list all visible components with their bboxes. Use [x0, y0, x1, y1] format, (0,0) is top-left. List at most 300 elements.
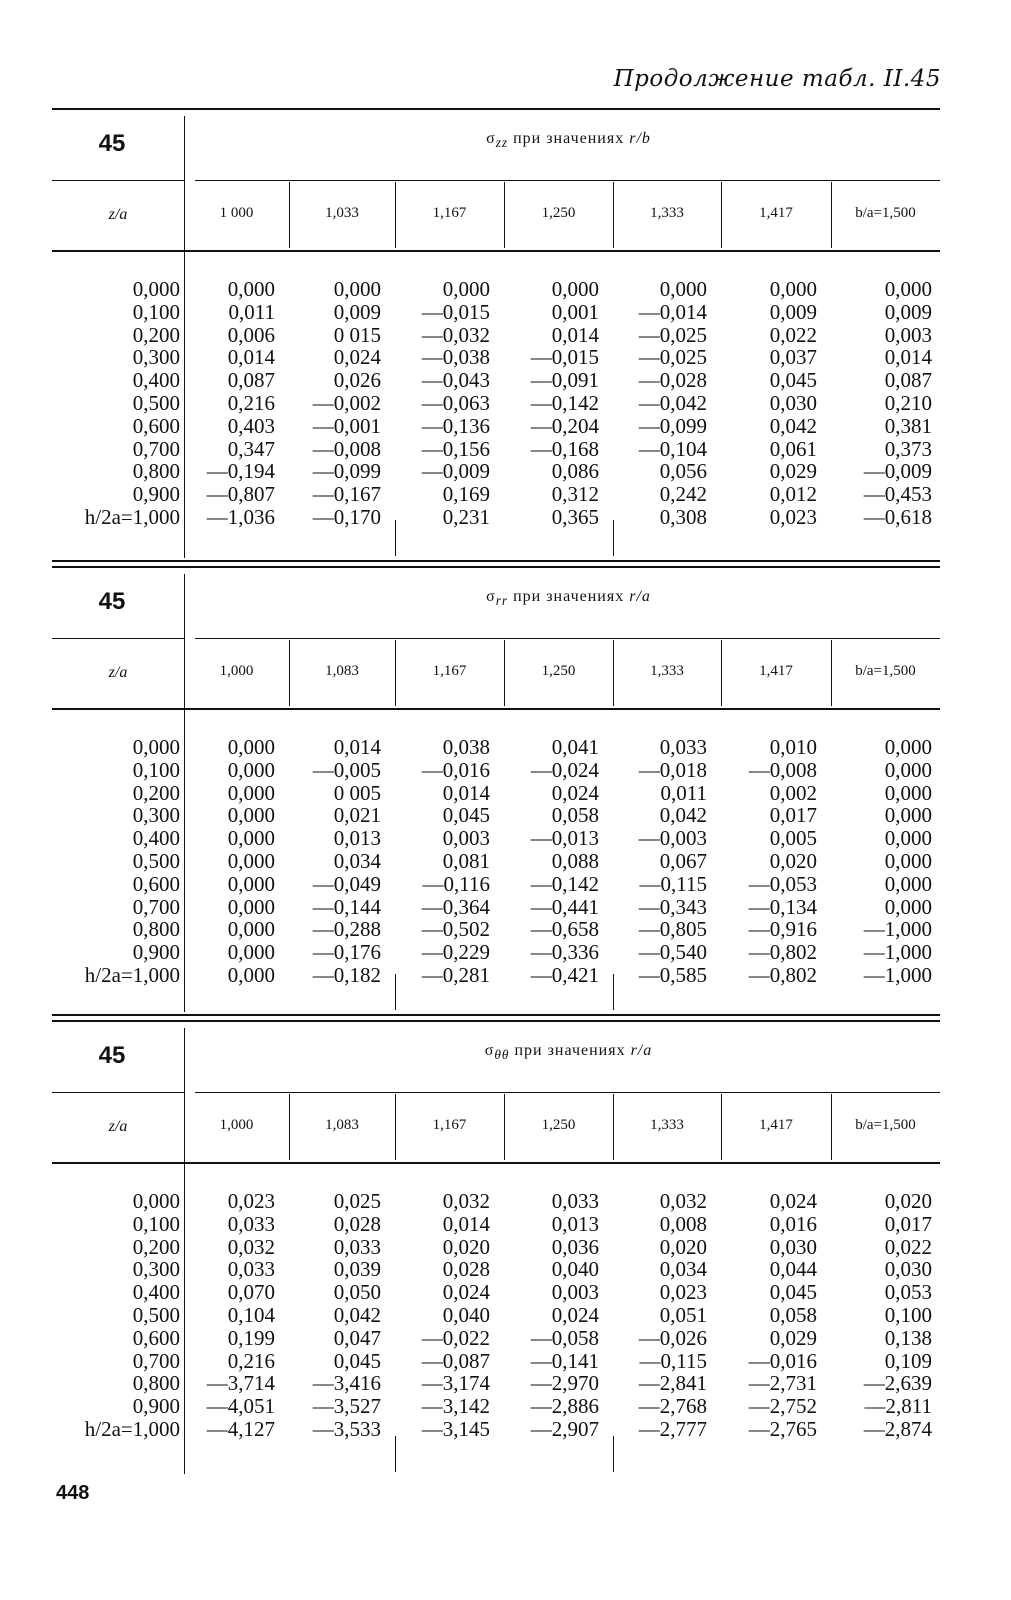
table-cell: —0,156 — [421, 436, 490, 461]
table-cell: 0,029 — [769, 459, 817, 484]
z-value: 0,800 — [132, 1371, 180, 1396]
table-cell: —0,182 — [312, 962, 381, 987]
table-cell: 0,005 — [769, 826, 817, 851]
table-title — [197, 130, 940, 151]
z-value: 0,400 — [132, 826, 180, 851]
table-cell: —2,811 — [864, 1394, 932, 1419]
table-cell: —0,025 — [638, 345, 707, 370]
table-cell: 0,000 — [227, 735, 275, 759]
table-title — [197, 588, 940, 609]
data-column — [721, 278, 817, 529]
table-cell: 0,024 — [551, 1302, 599, 1327]
data-column — [184, 1190, 275, 1441]
table-top-rule — [52, 108, 940, 110]
table-cell: 0,051 — [659, 1302, 707, 1327]
table-cell: —0,014 — [638, 299, 707, 324]
table-cell: 0,000 — [442, 277, 490, 301]
table-cell: 0,003 — [551, 1280, 599, 1305]
table-cell: 0,003 — [884, 322, 932, 347]
table-header-rule — [52, 250, 940, 252]
table-cell: 0,053 — [884, 1280, 932, 1305]
z-value: 0,700 — [132, 436, 180, 461]
title-variable: r/a — [629, 588, 651, 605]
table-cell: —3,145 — [421, 1416, 490, 1441]
table-cell: 0,087 — [227, 368, 275, 393]
table-cell: 0,070 — [227, 1280, 275, 1305]
table-cell: 0,017 — [884, 1211, 932, 1236]
table-cell: —1,036 — [206, 504, 275, 529]
table-cell: —0,453 — [863, 482, 932, 507]
table-cell: 0,014 — [884, 345, 932, 370]
table-cell: —0,015 — [421, 299, 490, 324]
table-cell: —0,043 — [421, 368, 490, 393]
table-cell: —0,008 — [748, 757, 817, 782]
table-cell: 0,045 — [769, 368, 817, 393]
table-cell: 0,045 — [769, 1280, 817, 1305]
table-cell: 0,009 — [884, 299, 932, 324]
stress-table — [52, 108, 940, 560]
table-cell: 0,014 — [442, 1211, 490, 1236]
table-cell: —3,416 — [312, 1371, 381, 1396]
z-value: 0,100 — [132, 757, 180, 782]
table-cell: 0,000 — [227, 757, 275, 782]
table-mid-rule-left — [52, 1092, 184, 1093]
title-variable: r/a — [630, 1042, 653, 1059]
table-cell: —0,028 — [638, 368, 707, 393]
table-cell: 0,037 — [769, 345, 817, 370]
table-cell: 0,000 — [227, 848, 275, 873]
table-cell: —0,176 — [312, 940, 381, 965]
table-cell: —0,441 — [530, 894, 599, 919]
table-cell: 0,000 — [659, 277, 707, 301]
title-symbol: σ — [486, 588, 496, 605]
table-cell: —0,134 — [748, 894, 817, 919]
title-symbol: σ — [486, 130, 496, 147]
table-cell: —4,051 — [206, 1394, 275, 1419]
table-mid-rule-right — [195, 180, 940, 181]
table-cell: —2,765 — [748, 1416, 817, 1441]
table-cell: —0,024 — [530, 757, 599, 782]
z-value: 0,200 — [132, 780, 180, 805]
data-column — [831, 736, 932, 987]
table-cell: 0,216 — [227, 1348, 275, 1373]
column-header: 1,417 — [759, 1117, 793, 1133]
data-column — [184, 736, 275, 987]
table-cell: —0,026 — [638, 1325, 707, 1350]
table-number: 45 — [98, 130, 126, 157]
table-cell: —0,025 — [638, 322, 707, 347]
table-cell: 0,033 — [333, 1234, 381, 1259]
data-column — [184, 278, 275, 529]
table-cell: 0,032 — [227, 1234, 275, 1259]
table-title — [197, 1042, 940, 1063]
table-cell: 0,028 — [333, 1211, 381, 1236]
table-cell: 0,216 — [227, 390, 275, 415]
table-cell: —2,841 — [638, 1371, 707, 1396]
table-cell: —0,142 — [530, 871, 599, 896]
z-value: 0,300 — [132, 1257, 180, 1282]
table-cell: 0,026 — [333, 368, 381, 393]
table-header-rule — [52, 1162, 940, 1164]
table-cell: 0,210 — [884, 390, 932, 415]
column-separator-body — [395, 1436, 396, 1472]
table-cell: 0,242 — [659, 482, 707, 507]
z-value: 0,600 — [132, 413, 180, 438]
table-cell: 0,036 — [551, 1234, 599, 1259]
table-cell: —0,141 — [530, 1348, 599, 1373]
table-cell: —0,087 — [421, 1348, 490, 1373]
table-cell: 0,024 — [333, 345, 381, 370]
table-cell: 0,061 — [769, 436, 817, 461]
table-cell: 0,056 — [659, 459, 707, 484]
table-cell: —0,802 — [748, 940, 817, 965]
table-cell: 0,050 — [333, 1280, 381, 1305]
table-cell: 0,199 — [227, 1325, 275, 1350]
table-cell: —0,013 — [530, 826, 599, 851]
z-value: 0,000 — [132, 735, 180, 759]
z-value: 0,600 — [132, 871, 180, 896]
z-value: 0,400 — [132, 368, 180, 393]
table-cell: 0,011 — [660, 780, 707, 805]
z-value: 0,900 — [132, 482, 180, 507]
table-cell: 0,365 — [551, 504, 599, 529]
table-cell: 0,011 — [228, 299, 275, 324]
z-value: 0,600 — [132, 1325, 180, 1350]
table-cell: 0 005 — [333, 780, 381, 805]
table-cell: —0,009 — [421, 459, 490, 484]
table-cell: 0,030 — [884, 1257, 932, 1282]
table-cell: —0,016 — [748, 1348, 817, 1373]
column-header: b/a=1,500 — [855, 205, 916, 221]
column-header: 1,250 — [541, 1117, 576, 1133]
table-cell: —0,343 — [638, 894, 707, 919]
z-value: 0,300 — [132, 345, 180, 370]
table-cell: 0,009 — [333, 299, 381, 324]
z-value: 0,300 — [132, 803, 180, 828]
table-cell: —0,136 — [421, 413, 490, 438]
title-text: при значениях — [508, 130, 630, 147]
z-value: 0,000 — [132, 277, 180, 301]
table-cell: —0,063 — [421, 390, 490, 415]
z-value: 0,100 — [132, 299, 180, 324]
table-cell: 0,020 — [659, 1234, 707, 1259]
table-cell: 0,100 — [884, 1302, 932, 1327]
table-cell: 0,014 — [333, 735, 381, 759]
table-cell: —0,364 — [421, 894, 490, 919]
table-cell: 0,014 — [442, 780, 490, 805]
table-mid-rule-right — [195, 1092, 940, 1093]
z-value: h/2a=1,000 — [84, 504, 180, 529]
z-value: 0,900 — [132, 940, 180, 965]
table-cell: 0,086 — [551, 459, 599, 484]
table-cell: —0,049 — [312, 871, 381, 896]
table-cell: 0,045 — [333, 1348, 381, 1373]
table-cell: —0,099 — [312, 459, 381, 484]
z-values-column — [52, 736, 180, 987]
table-cell: —0,288 — [312, 917, 381, 942]
data-column — [613, 1190, 707, 1441]
table-cell: —2,639 — [863, 1371, 932, 1396]
table-cell: 0,013 — [551, 1211, 599, 1236]
table-cell: 0,000 — [227, 940, 275, 965]
table-cell: 0,042 — [769, 413, 817, 438]
column-header: 1,417 — [759, 205, 793, 221]
column-header: 1,250 — [541, 663, 576, 679]
z-value: 0,900 — [132, 1394, 180, 1419]
table-cell: 0,009 — [769, 299, 817, 324]
table-cell: —0,022 — [421, 1325, 490, 1350]
table-cell: —0,042 — [638, 390, 707, 415]
column-header: 1,417 — [759, 663, 793, 679]
table-cell: 0,021 — [333, 803, 381, 828]
table-cell: 0,024 — [769, 1189, 817, 1213]
table-cell: —0,194 — [206, 459, 275, 484]
table-number: 45 — [98, 588, 126, 615]
table-cell: 0,138 — [884, 1325, 932, 1350]
column-header: 1,167 — [432, 205, 467, 221]
data-column — [395, 278, 490, 529]
table-cell: —0,104 — [638, 436, 707, 461]
table-cell: —1,000 — [863, 940, 932, 965]
z-values-column — [52, 278, 180, 529]
table-cell: 0,010 — [769, 735, 817, 759]
table-cell: —0,229 — [421, 940, 490, 965]
table-cell: 0,000 — [227, 277, 275, 301]
z-value: 0,400 — [132, 1280, 180, 1305]
table-cell: 0,000 — [551, 277, 599, 301]
table-cell: 0,308 — [659, 504, 707, 529]
z-axis-label: z/a — [108, 206, 128, 223]
table-cell: —2,886 — [530, 1394, 599, 1419]
table-cell: —2,970 — [530, 1371, 599, 1396]
z-value: 0,500 — [132, 848, 180, 873]
table-cell: 0,000 — [884, 757, 932, 782]
z-value: 0,200 — [132, 1234, 180, 1259]
table-cell: —0,281 — [421, 962, 490, 987]
table-cell: 0,000 — [884, 848, 932, 873]
table-cell: 0,000 — [884, 735, 932, 759]
table-cell: —3,142 — [421, 1394, 490, 1419]
table-cell: 0,033 — [551, 1189, 599, 1213]
column-header: 1,033 — [325, 205, 359, 221]
data-column — [395, 1190, 490, 1441]
column-header: 1,167 — [432, 663, 467, 679]
table-cell: 0,000 — [333, 277, 381, 301]
z-value: 0,200 — [132, 322, 180, 347]
table-cell: 0,040 — [442, 1302, 490, 1327]
table-cell: 0,023 — [659, 1280, 707, 1305]
data-column — [395, 736, 490, 987]
table-cell: 0 015 — [333, 322, 381, 347]
table-cell: —2,768 — [638, 1394, 707, 1419]
table-cell: 0,000 — [884, 871, 932, 896]
table-cell: 0,000 — [884, 803, 932, 828]
table-cell: 0,001 — [551, 299, 599, 324]
table-cell: 0,081 — [442, 848, 490, 873]
data-column — [504, 278, 599, 529]
table-cell: —0,009 — [863, 459, 932, 484]
table-cell: 0,024 — [442, 1280, 490, 1305]
table-cell: —0,115 — [639, 871, 707, 896]
table-cell: 0,003 — [442, 826, 490, 851]
table-cell: 0,045 — [442, 803, 490, 828]
table-cell: 0,109 — [884, 1348, 932, 1373]
table-cell: —0,502 — [421, 917, 490, 942]
table-cell: —0,540 — [638, 940, 707, 965]
table-number: 45 — [98, 1042, 126, 1069]
table-cell: 0,002 — [769, 780, 817, 805]
z-value: 0,800 — [132, 459, 180, 484]
table-cell: —0,032 — [421, 322, 490, 347]
table-cell: —0,658 — [530, 917, 599, 942]
table-cell: 0,169 — [442, 482, 490, 507]
table-cell: 0,008 — [659, 1211, 707, 1236]
table-cell: 0,000 — [227, 917, 275, 942]
table-cell: —0,618 — [863, 504, 932, 529]
table-cell: 0,373 — [884, 436, 932, 461]
column-header: b/a=1,500 — [855, 663, 916, 679]
table-cell: —0,204 — [530, 413, 599, 438]
table-cell: 0,000 — [884, 826, 932, 851]
table-cell: —0,058 — [530, 1325, 599, 1350]
table-cell: —0,038 — [421, 345, 490, 370]
table-cell: —2,874 — [863, 1416, 932, 1441]
table-cell: 0,042 — [659, 803, 707, 828]
table-cell: 0,023 — [769, 504, 817, 529]
table-cell: 0,020 — [442, 1234, 490, 1259]
page-number: 448 — [56, 1482, 90, 1504]
table-cell: 0,067 — [659, 848, 707, 873]
data-column — [289, 736, 381, 987]
table-cell: —3,527 — [312, 1394, 381, 1419]
table-cell: —0,015 — [530, 345, 599, 370]
z-axis-label: z/a — [108, 1118, 128, 1135]
z-axis-label: z/a — [108, 664, 128, 681]
table-cell: —0,005 — [312, 757, 381, 782]
data-column — [831, 278, 932, 529]
stress-table — [52, 1020, 940, 1476]
title-subscript: zz — [495, 135, 509, 151]
table-cell: 0,104 — [227, 1302, 275, 1327]
table-cell: 0,024 — [551, 780, 599, 805]
table-cell: 0,028 — [442, 1257, 490, 1282]
column-header: 1,083 — [325, 663, 359, 679]
z-value: h/2a=1,000 — [84, 1416, 180, 1441]
table-cell: —0,421 — [530, 962, 599, 987]
table-cell: 0,000 — [884, 894, 932, 919]
table-cell: 0,312 — [551, 482, 599, 507]
title-variable: r/b — [629, 130, 651, 147]
table-cell: 0,038 — [442, 735, 490, 759]
table-mid-rule-right — [195, 638, 940, 639]
table-cell: —1,000 — [863, 962, 932, 987]
z-value: h/2a=1,000 — [84, 962, 180, 987]
table-mid-rule-left — [52, 638, 184, 639]
table-cell: 0,034 — [659, 1257, 707, 1282]
data-column — [721, 736, 817, 987]
table-cell: —0,170 — [312, 504, 381, 529]
table-cell: —0,018 — [638, 757, 707, 782]
title-subscript: rr — [495, 593, 509, 609]
table-cell: 0,041 — [551, 735, 599, 759]
table-cell: 0,012 — [769, 482, 817, 507]
data-column — [289, 278, 381, 529]
table-cell: —2,752 — [748, 1394, 817, 1419]
column-header: b/a=1,500 — [855, 1117, 916, 1133]
table-cell: —0,167 — [312, 482, 381, 507]
column-header: 1,333 — [650, 663, 684, 679]
table-mid-rule-left — [52, 180, 184, 181]
table-cell: —2,731 — [748, 1371, 817, 1396]
table-cell: —0,116 — [422, 871, 490, 896]
table-cell: —4,127 — [206, 1416, 275, 1441]
column-header: 1,083 — [325, 1117, 359, 1133]
table-cell: —0,585 — [638, 962, 707, 987]
table-cell: —0,099 — [638, 413, 707, 438]
table-cell: —3,174 — [421, 1371, 490, 1396]
z-value: 0,100 — [132, 1211, 180, 1236]
table-cell: 0,040 — [551, 1257, 599, 1282]
continuation-header: Продолжение табл. II.45 — [613, 66, 941, 92]
table-cell: 0,044 — [769, 1257, 817, 1282]
data-column — [613, 278, 707, 529]
table-cell: 0,022 — [769, 322, 817, 347]
table-cell: 0,403 — [227, 413, 275, 438]
table-header-rule — [52, 708, 940, 710]
table-cell: 0,000 — [227, 894, 275, 919]
data-column — [504, 736, 599, 987]
stress-table — [52, 566, 940, 1014]
column-header: 1 000 — [219, 205, 254, 221]
table-cell: 0,000 — [227, 780, 275, 805]
z-values-column — [52, 1190, 180, 1441]
table-cell: 0,030 — [769, 1234, 817, 1259]
table-cell: 0,058 — [551, 803, 599, 828]
table-cell: 0,033 — [227, 1257, 275, 1282]
table-cell: 0,017 — [769, 803, 817, 828]
table-cell: —0,003 — [638, 826, 707, 851]
table-cell: —3,714 — [206, 1371, 275, 1396]
table-cell: —0,002 — [312, 390, 381, 415]
z-value: 0,800 — [132, 917, 180, 942]
table-cell: 0,347 — [227, 436, 275, 461]
data-column — [289, 1190, 381, 1441]
table-cell: —2,777 — [638, 1416, 707, 1441]
table-cell: —2,907 — [530, 1416, 599, 1441]
table-cell: —0,336 — [530, 940, 599, 965]
table-bottom-rule — [52, 560, 940, 562]
table-cell: —0,016 — [421, 757, 490, 782]
table-cell: 0,000 — [769, 277, 817, 301]
table-cell: —0,144 — [312, 894, 381, 919]
title-symbol: σ — [484, 1042, 495, 1059]
column-header: 1,000 — [219, 1117, 254, 1133]
table-cell: 0,020 — [769, 848, 817, 873]
table-cell: 0,000 — [227, 962, 275, 987]
table-cell: 0,000 — [884, 277, 932, 301]
column-header: 1,000 — [219, 663, 254, 679]
table-cell: 0,016 — [769, 1211, 817, 1236]
table-cell: 0,013 — [333, 826, 381, 851]
column-separator-body — [613, 1436, 614, 1472]
z-value: 0,700 — [132, 1348, 180, 1373]
table-cell: —0,802 — [748, 962, 817, 987]
data-column — [504, 1190, 599, 1441]
table-cell: —0,805 — [638, 917, 707, 942]
z-value: 0,500 — [132, 390, 180, 415]
table-cell: 0,000 — [227, 826, 275, 851]
table-cell: 0,029 — [769, 1325, 817, 1350]
